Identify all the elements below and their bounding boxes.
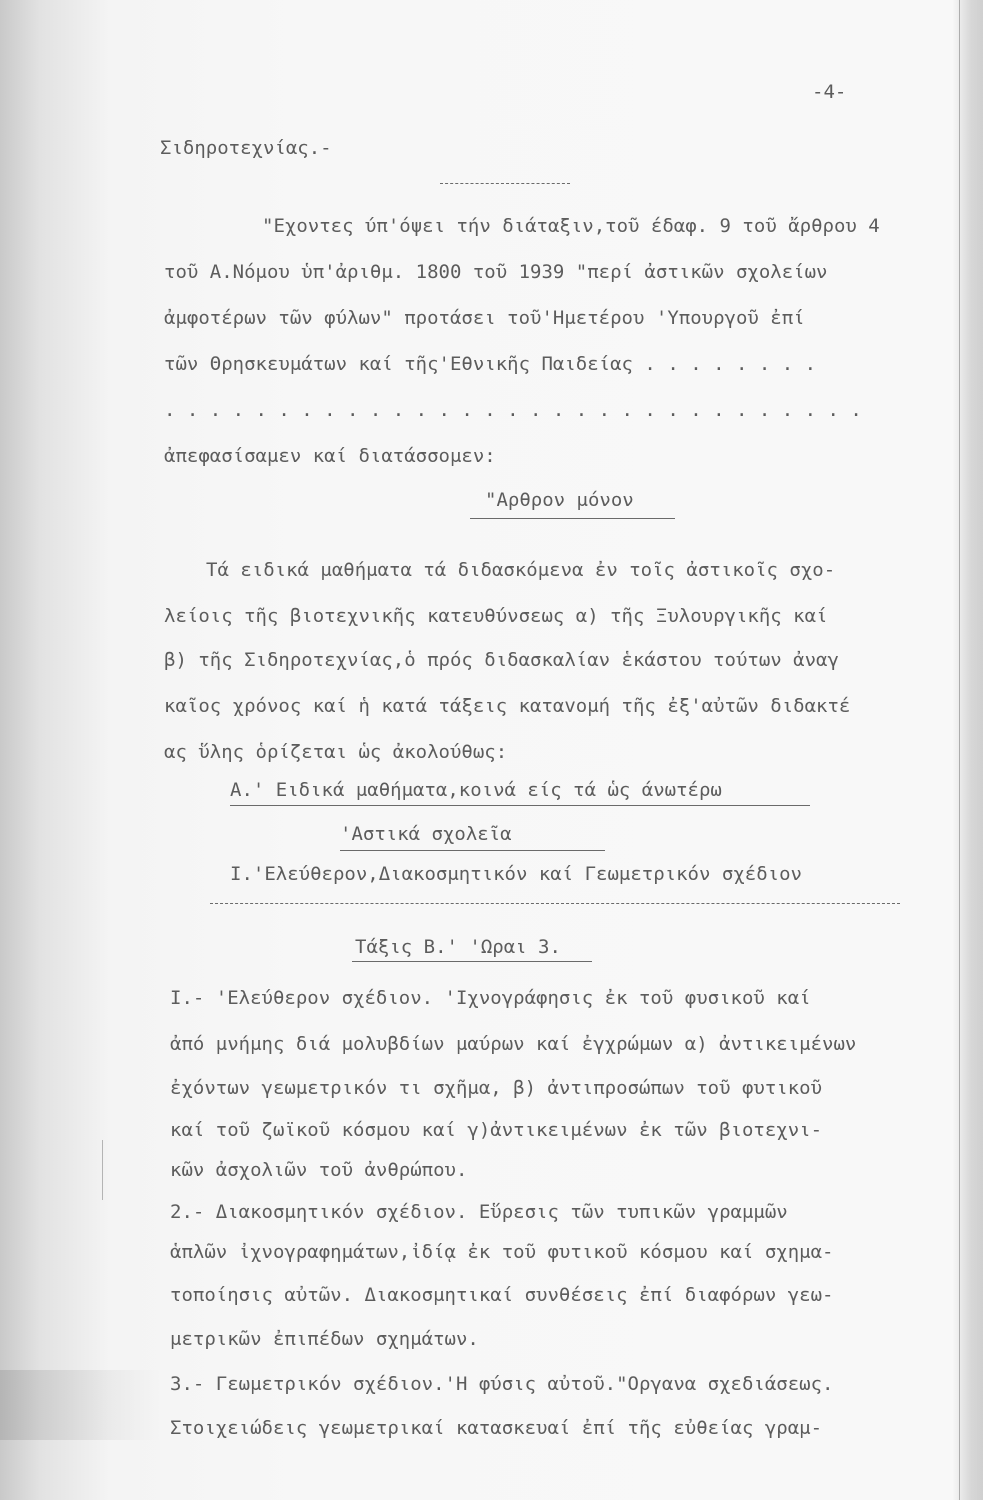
item-line: 2.- Διακοσμητικόν σχέδιον. Εὕρεσις τῶν τυπικῶν γραμμῶν <box>170 1201 788 1223</box>
article-title: "Αρθρον μόνον <box>485 489 634 511</box>
item-line: κῶν ἀσχολιῶν τοῦ ἀνθρώπου. <box>170 1159 468 1181</box>
margin-bracket-mark <box>102 1140 109 1200</box>
preamble-line: τοῦ Α.Νόμου ὑπ'ἀριθμ. 1800 τοῦ 1939 "περί ἀστικῶν σχολείων <box>164 261 828 283</box>
subject-1-underline <box>210 903 900 904</box>
subject-1-heading: Ι.'Ελεύθερον,Διακοσμητικόν καί Γεωμετρικόν σχέδιον <box>230 863 802 885</box>
scan-smudge <box>0 1370 160 1440</box>
body-line: λείοις τῆς βιοτεχνικῆς κατευθύνσεως α) τῆς Ξυλουργικῆς καί <box>164 605 828 627</box>
section-a-heading: Α.' Ειδικά μαθήματα,κοινά είς τά ὡς άνωτέρω <box>230 779 722 801</box>
page-edge-shadow <box>953 0 983 1500</box>
item-line: 3.- Γεωμετρικόν σχέδιον.'Η φύσις αὐτοῦ."Οργανα σχεδιάσεως. <box>170 1373 834 1395</box>
item-line: τοποίησις αὐτῶν. Διακοσμητικαί συνθέσεις ἐπί διαφόρων γεω- <box>170 1284 834 1306</box>
preamble-line: ἀπεφασίσαμεν καί διατάσσομεν: <box>164 445 496 467</box>
class-hours-underline <box>352 961 592 962</box>
section-a-underline <box>230 805 810 806</box>
body-line: καῖος χρόνος καί ἡ κατά τάξεις καταvομή τῆς ἐξ'αὐτῶν διδακτέ <box>164 695 851 717</box>
body-line: Τά ειδικά μαθήματα τά διδασκόμενα ἐν τοῖς ἀστικοῖς σχο- <box>206 559 836 581</box>
article-title-underline <box>470 518 675 519</box>
body-line: β) τῆς Σιδηροτεχνίας,ὁ πρός διδασκαλίαν ἑκάστου τούτων ἀναγ <box>164 649 839 671</box>
item-line: μετρικῶν ἐπιπέδων σχημάτων. <box>170 1328 479 1350</box>
body-line: ας ὕλης ὁρίζεται ὡς ἀκολούθως: <box>164 741 508 763</box>
preamble-line: τῶν Θρησκευμάτων καί τῆς'Εθνικῆς Παιδείας . . . . . . . . <box>164 353 817 375</box>
item-line: ἀπό μνήμης διά μολυβδίων μαύρων καί ἐγχρώμων α) ἀντικειμένων <box>170 1033 857 1055</box>
heading-separator <box>440 183 570 184</box>
preamble-line: "Εχοντες ύπ'όψει τήν διάταξιν,τοῦ έδαφ. 9 τοῦ ἄρθρου 4 <box>262 215 880 237</box>
class-hours-heading: Τάξις Β.' 'Ωραι 3. <box>355 936 561 958</box>
page-number: -4- <box>812 81 847 103</box>
item-line: Στοιχειώδεις γεωμετρικαί κατασκευαί ἐπί τῆς εὐθείας γραμ- <box>170 1417 823 1439</box>
page-edge-line <box>959 0 961 1500</box>
item-line: καί τοῦ ζωϊκοῦ κόσμου καί γ)ἀντικειμένων ἐκ τῶν βιοτεχνι- <box>170 1119 823 1141</box>
item-line: ἁπλῶν ἰχνογραφημάτων,ἰδίᾳ ἐκ τοῦ φυτικοῦ κόσμου καί σχημα- <box>170 1241 834 1263</box>
heading-line: Σιδηροτεχνίας.- <box>160 137 332 159</box>
item-line: ἐχόντων γεωμετρικόν τι σχῆμα, β) ἀντιπροσώπων τοῦ φυτικοῦ <box>170 1077 823 1099</box>
schools-heading: 'Αστικά σχολεῖα <box>340 823 512 845</box>
preamble-line: . . . . . . . . . . . . . . . . . . . . . . . . . . . . . . . <box>164 399 862 421</box>
schools-underline <box>340 850 605 851</box>
item-line: Ι.- 'Ελεύθερον σχέδιον. 'Ιχνογράφησις ἐκ τοῦ φυσικοῦ καί <box>170 987 811 1009</box>
preamble-line: ἀμφοτέρων τῶν φύλων" προτάσει τοῦ'Ημετέρου 'Υπουργοῦ ἐπί <box>164 307 805 329</box>
